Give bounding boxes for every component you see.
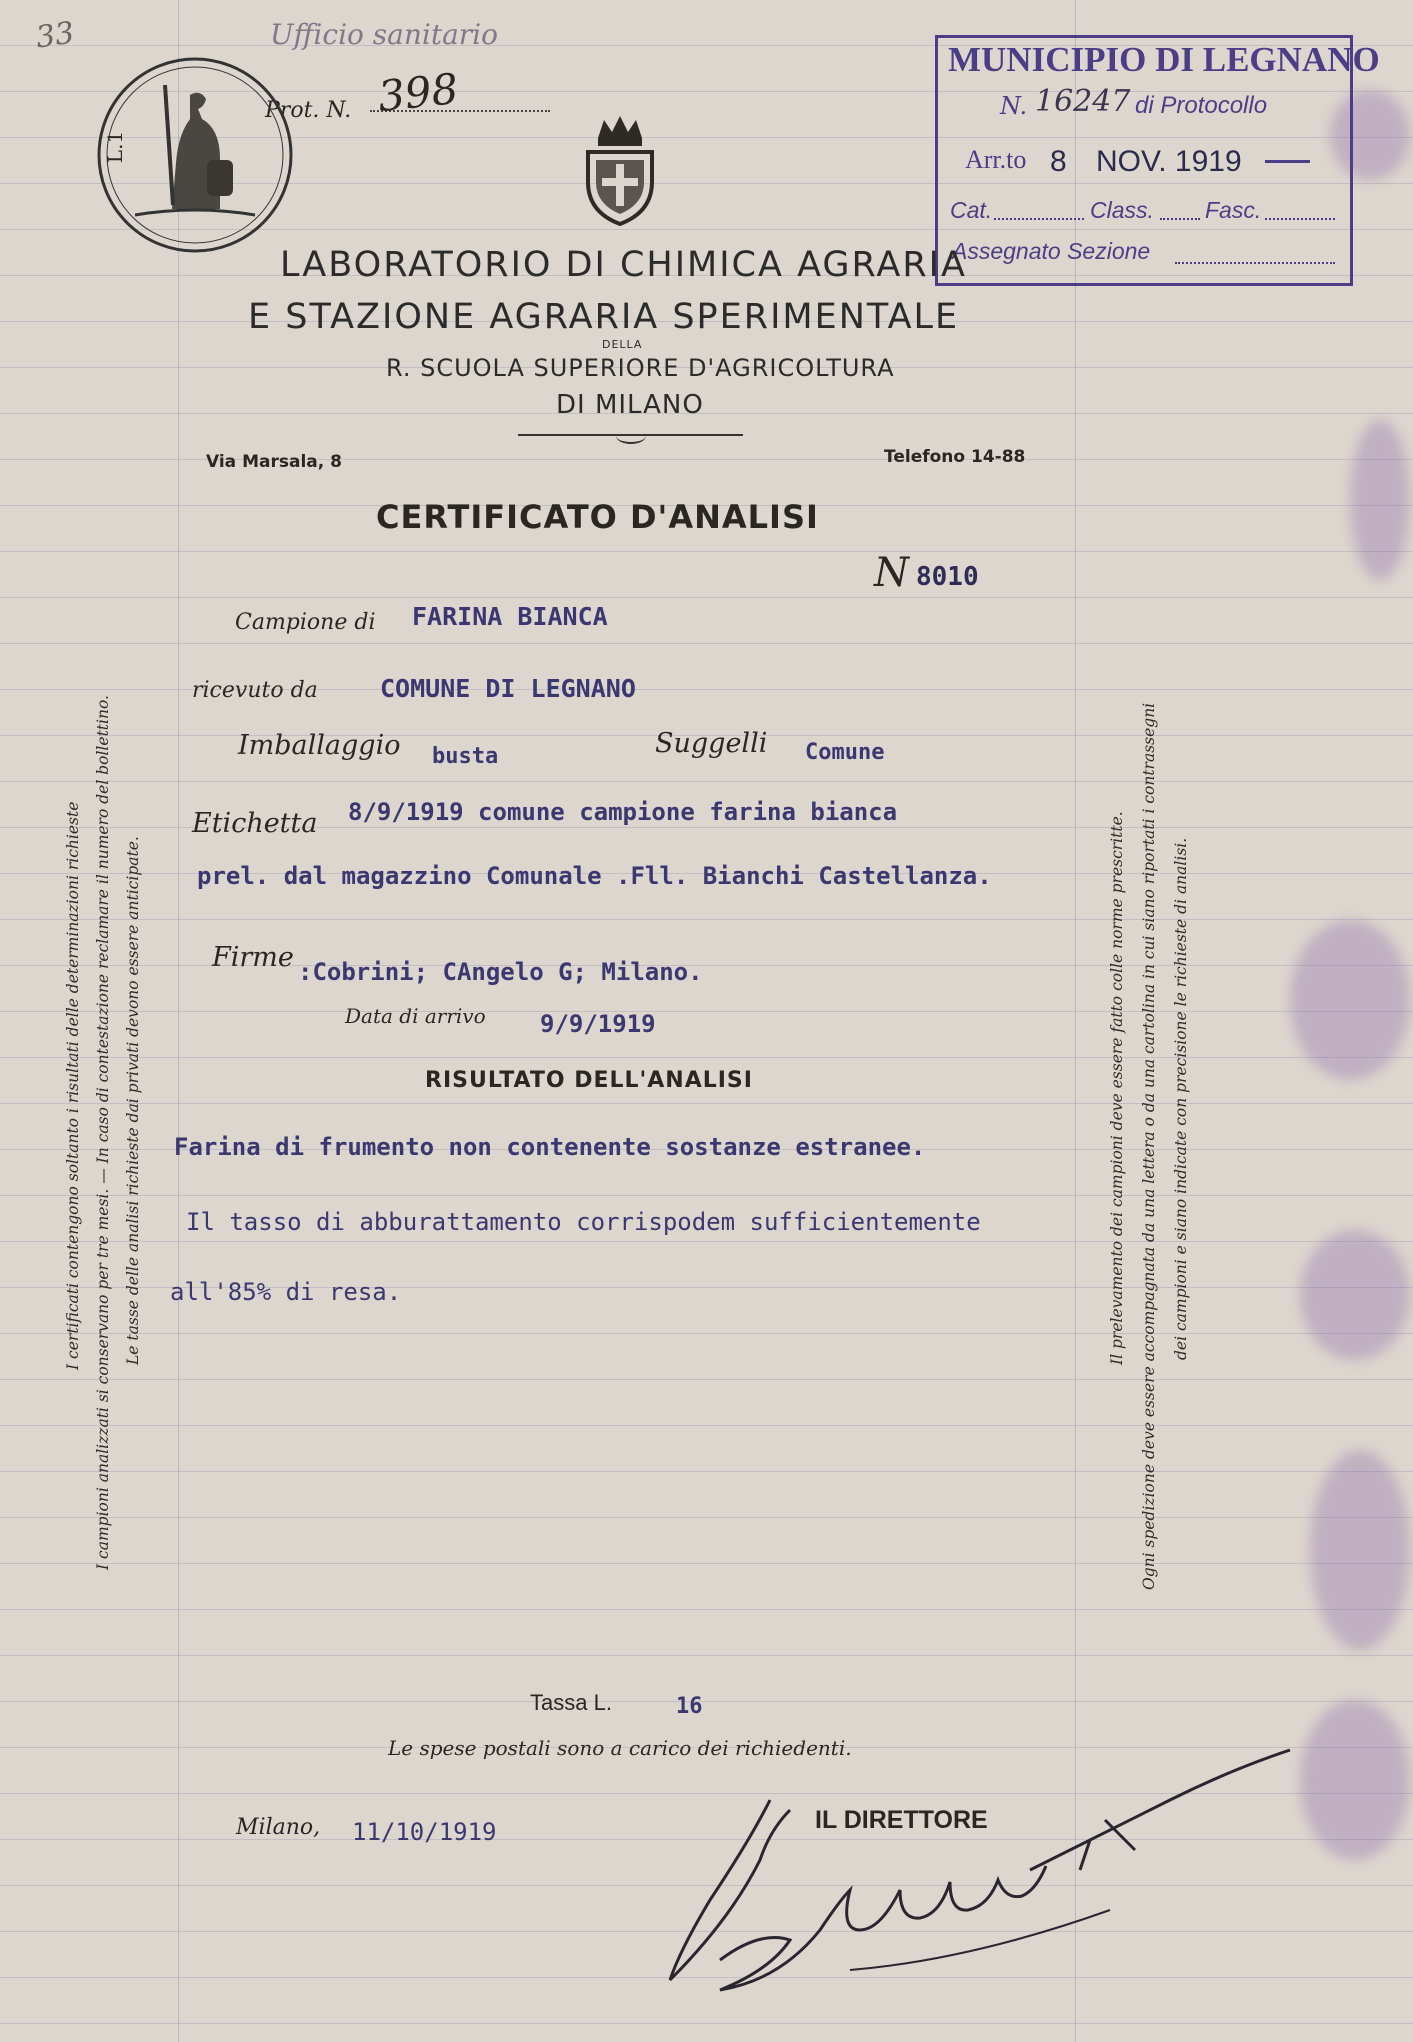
side-note-right-3: dei campioni e siano indicate con precisione le richieste di analisi. <box>1172 837 1190 1360</box>
ink-blot <box>1290 920 1410 1080</box>
stamp-protocol-number: 16247 <box>1035 84 1131 119</box>
side-note-left-2: I campioni analizzati si conservano per tre mesi. — In caso di contestazione reclamare il numero del bollettino. <box>94 695 112 1570</box>
stamp-cat-label: Cat. <box>950 197 993 223</box>
etichetta-label: Etichetta <box>192 808 318 839</box>
header-address: Via Marsala, 8 <box>206 452 342 472</box>
suggelli-value: Comune <box>805 740 885 765</box>
imballaggio-value: busta <box>432 744 499 769</box>
campione-label: Campione di <box>235 610 376 635</box>
stamp-fasc-dots <box>1265 218 1335 220</box>
ricevuto-value: COMUNE DI LEGNANO <box>380 674 636 703</box>
prot-label: Prot. N. <box>265 98 352 123</box>
result-line1: Farina di frumento non contenente sostanze estranee. <box>174 1133 926 1161</box>
office-handwritten: Ufficio sanitario <box>270 18 498 51</box>
seal-label: L.1 <box>103 130 128 164</box>
allegorical-seal <box>95 55 295 255</box>
postal-note: Le spese postali sono a carico dei richiedenti. <box>388 1736 852 1760</box>
header-della: DELLA <box>602 338 643 351</box>
place-label: Milano, <box>236 1815 321 1840</box>
stamp-title: MUNICIPIO DI LEGNANO <box>948 40 1380 79</box>
stamp-class-dots <box>1160 218 1200 220</box>
side-note-right-1: Il prelevamento dei campioni deve essere fatto colle norme prescritte. <box>1108 811 1126 1365</box>
tassa-value: 16 <box>676 1694 703 1719</box>
stamp-cat-dots <box>994 218 1084 220</box>
side-note-right-2: Ogni spedizione deve essere accompagnata da una lettera o da una cartolina in cui siano riportati i contrassegni <box>1140 702 1158 1590</box>
stamp-fasc-label: Fasc. <box>1205 197 1262 223</box>
signature-date: 11/10/1919 <box>352 1818 497 1846</box>
header-line4: DI MILANO <box>556 390 704 420</box>
header-line1: LABORATORIO DI CHIMICA AGRARIA <box>280 245 967 285</box>
signature-icon <box>650 1730 1310 2000</box>
header-phone: Telefono 14-88 <box>884 447 1026 467</box>
ink-blot <box>1300 1700 1410 1860</box>
tassa-label: Tassa L. <box>530 1690 612 1715</box>
ink-blot <box>1350 420 1410 580</box>
suggelli-label: Suggelli <box>655 728 768 759</box>
stamp-arrival-month: NOV. 1919 <box>1096 145 1242 178</box>
stamp-assigned-dots <box>1175 262 1335 264</box>
data-arrivo-label: Data di arrivo <box>345 1004 486 1028</box>
header-line2: E STAZIONE AGRARIA SPERIMENTALE <box>248 297 960 337</box>
coat-of-arms <box>580 108 660 226</box>
firme-value: :Cobrini; CAngelo G; Milano. <box>298 958 703 986</box>
header-line3: R. SCUOLA SUPERIORE D'AGRICOLTURA <box>386 354 895 382</box>
campione-value: FARINA BIANCA <box>412 602 608 631</box>
stamp-arrival-label: Arr.to <box>965 145 1027 174</box>
director-signature <box>650 1730 1310 2000</box>
prot-number: 398 <box>375 63 461 122</box>
etichetta-line2: prel. dal magazzino Comunale .Fll. Bianchi Castellanza. <box>197 862 992 890</box>
header-ornament <box>616 428 646 444</box>
certificate-title: CERTIFICATO D'ANALISI <box>376 498 819 536</box>
imballaggio-label: Imballaggio <box>238 730 401 761</box>
stamp-arrival-day: 8 <box>1050 145 1067 178</box>
stamp-class-label: Class. <box>1090 197 1154 223</box>
stamp-assigned-label: Assegnato Sezione <box>952 238 1151 264</box>
crown-shield-icon <box>580 108 660 226</box>
result-line3: all'85% di resa. <box>170 1278 402 1306</box>
etichetta-line1: 8/9/1919 comune campione farina bianca <box>348 798 898 826</box>
director-label: IL DIRETTORE <box>815 1806 988 1834</box>
ink-blot <box>1300 1230 1410 1360</box>
stamp-protocol-prefix: N. <box>1000 92 1028 120</box>
side-note-left-3: Le tasse delle analisi richieste dai privati devono essere anticipate. <box>124 836 142 1365</box>
stamp-protocol-suffix: di Protocollo <box>1135 92 1268 119</box>
result-title: RISULTATO DELL'ANALISI <box>425 1068 753 1093</box>
ink-blot <box>1310 1450 1410 1650</box>
result-line2: Il tasso di abburattamento corrispodem sufficientemente <box>186 1208 981 1236</box>
ricevuto-label: ricevuto da <box>192 678 318 703</box>
corner-note: 33 <box>33 15 77 56</box>
margin-rule-left <box>178 0 179 2042</box>
firme-label: Firme <box>212 942 294 973</box>
certificate-number: 8010 <box>916 562 979 592</box>
certificate-number-prefix: N <box>874 550 909 596</box>
side-note-left-1: I certificati contengono soltanto i risultati delle determinazioni richieste <box>64 801 82 1370</box>
stamp-dash <box>1265 160 1310 163</box>
data-arrivo-value: 9/9/1919 <box>540 1010 656 1038</box>
